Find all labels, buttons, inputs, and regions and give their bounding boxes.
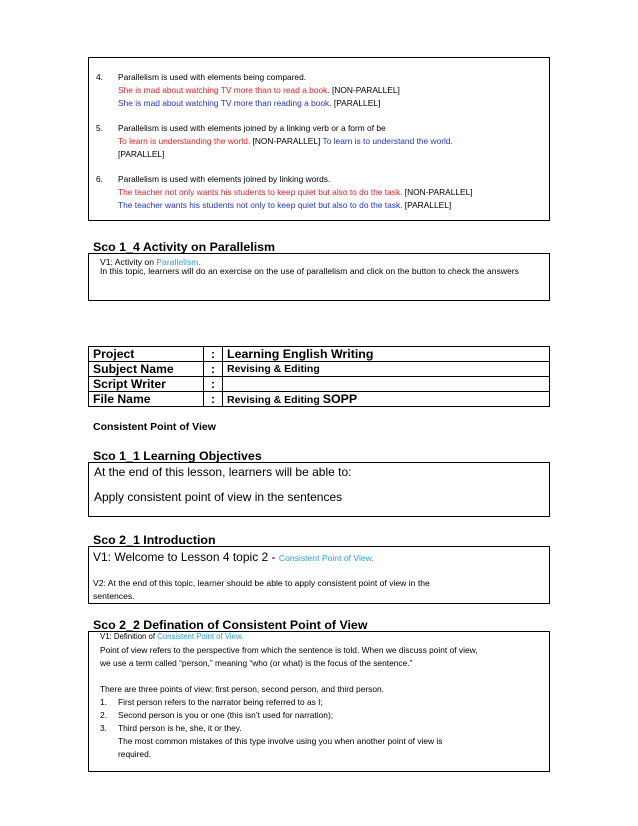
sco22-heading: Sco 2_2 Defination of Consistent Point of View xyxy=(93,618,368,632)
sco11-line2: Apply consistent point of view in the sentences xyxy=(94,490,343,504)
parallel-sentence: The teacher wants his students not only to keep quiet but also to do the task. xyxy=(118,200,403,210)
list-item xyxy=(100,722,242,735)
note-line1 xyxy=(118,735,442,748)
doc-title: Consistent Point of View xyxy=(93,421,216,433)
example-rule: Parallelism is used with elements joined by a linking verb or a form of be xyxy=(118,123,386,133)
row-value: Revising & Editing xyxy=(223,362,550,377)
table-row xyxy=(89,347,550,362)
table-row xyxy=(89,362,550,377)
nonparallel-sentence: She is mad about watching TV more than to read a book. xyxy=(118,85,330,95)
row-sep: : xyxy=(204,392,223,407)
row-sep: : xyxy=(204,362,223,377)
nonparallel-tag: [NON-PARALLEL] xyxy=(332,85,400,95)
sco21-v2-line1: V2: At the end of this topic, learner should be able to apply consistent point of view in the xyxy=(93,578,430,588)
list-item xyxy=(100,709,333,722)
row-value xyxy=(223,377,550,392)
file-name-a: Revising & Editing xyxy=(227,394,323,406)
nonparallel-tag: [NON-PARALLEL] xyxy=(252,136,321,146)
row-value xyxy=(223,392,550,407)
sco22-p2: There are three points of view: first person, second person, and third person. xyxy=(100,684,384,694)
example-number: 5. xyxy=(96,123,103,133)
row-sep: : xyxy=(204,377,223,392)
example-number: 6. xyxy=(96,174,103,184)
list-item xyxy=(100,696,323,709)
sco11-line1: At the end of this lesson, learners will be able to: xyxy=(94,465,352,479)
sco22-p1-line2: we use a term called “person,” meaning “who (or what) is the focus of the sentence.” xyxy=(100,658,413,668)
consistent-pov-link: Consistent Point of View. xyxy=(157,632,244,641)
row-sep: : xyxy=(204,347,223,362)
table-row xyxy=(89,377,550,392)
sco21-heading: Sco 2_1 Introduction xyxy=(93,533,216,547)
note-text: The most common mistakes of this type involve using you when another point of view is xyxy=(118,736,443,746)
nonparallel-sentence: To learn is understanding the world. xyxy=(118,136,251,146)
list-text: Third person is he, she, it or they. xyxy=(118,723,242,733)
note-line2 xyxy=(118,748,151,761)
table-row xyxy=(89,392,550,407)
v1-prefix: V1: Activity on xyxy=(100,257,157,267)
example-rule: Parallelism is used with elements joined by linking words. xyxy=(118,174,331,184)
sco21-v2-line2: sentences. xyxy=(93,591,135,601)
list-number: 2. xyxy=(100,710,107,720)
row-value: Learning English Writing xyxy=(223,347,550,362)
sco22-v1 xyxy=(100,632,243,641)
sco14-body: In this topic, learners will do an exercise on the use of parallelism and click on the button to check the answers xyxy=(100,266,519,276)
row-key: Subject Name xyxy=(89,362,204,377)
list-number: 1. xyxy=(100,697,107,707)
row-key: Project xyxy=(89,347,204,362)
sco14-heading: Sco 1_4 Activity on Parallelism xyxy=(93,240,276,254)
parallel-tag: [PARALLEL] xyxy=(404,200,452,210)
list-text: First person refers to the narrator being referred to as I; xyxy=(118,697,323,707)
list-text: Second person is you or one (this isn’t used for narration); xyxy=(118,710,334,720)
list-number: 3. xyxy=(100,723,107,733)
note-text: required. xyxy=(118,749,152,759)
nonparallel-tag: [NON-PARALLEL] xyxy=(404,187,473,197)
example-number: 4. xyxy=(96,72,103,82)
parallel-sentence: To learn is to understand the world. xyxy=(322,136,453,146)
parallel-sentence: She is mad about watching TV more than reading a book. xyxy=(118,98,332,108)
row-key: Script Writer xyxy=(89,377,204,392)
v1-prefix: V1: Definition of xyxy=(100,632,158,641)
consistent-pov-link: Consistent Point of View. xyxy=(278,553,374,563)
parallel-tag: [PARALLEL] xyxy=(118,149,165,159)
parallel-tag: [PARALLEL] xyxy=(333,98,381,108)
row-key: File Name xyxy=(89,392,204,407)
v1-prefix: V1: Welcome to Lesson 4 topic 2 - xyxy=(93,550,279,564)
project-info-table xyxy=(88,346,550,407)
file-name-b: SOPP xyxy=(322,392,358,406)
sco21-v1 xyxy=(93,548,374,566)
nonparallel-sentence: The teacher not only wants his students to keep quiet but also to do the task. xyxy=(118,187,403,197)
sco11-heading: Sco 1_1 Learning Objectives xyxy=(93,449,262,463)
parallelism-link: Parallelism. xyxy=(156,257,201,267)
example-rule: Parallelism is used with elements being compared. xyxy=(118,72,307,82)
sco22-p1-line1: Point of view refers to the perspective from which the sentence is told. When we discuss point of view, xyxy=(100,645,478,655)
